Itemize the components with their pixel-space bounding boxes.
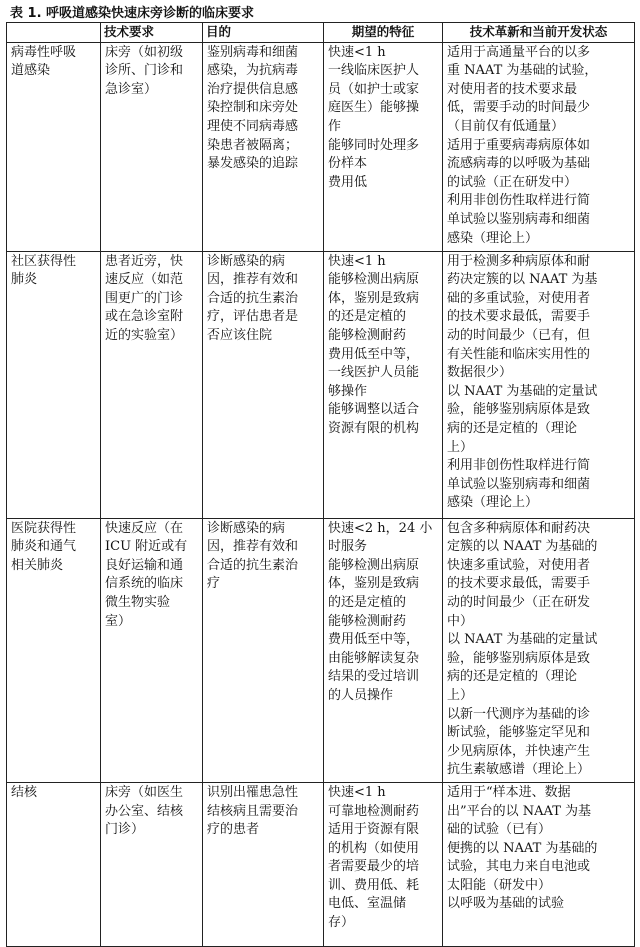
cell-text-line: 便携的以 NAAT 为基础的 xyxy=(447,840,598,856)
cell-text-line: 够操作 xyxy=(328,383,368,399)
cell-text-line: 患者近旁，快 xyxy=(105,253,184,269)
cell-text-line: 的机构（如使用 xyxy=(328,840,420,856)
features-cell xyxy=(324,782,443,946)
cell-text-line: 以 NAAT 为基础的定量试 xyxy=(447,632,598,648)
cell-text-line: 合适的抗生素治 xyxy=(207,557,299,573)
cell-text-line: 可靠地检测耐药 xyxy=(328,803,420,819)
cell-text-line: 社区获得性 xyxy=(11,253,77,269)
cell-text-line: 对使用者的技术要求最 xyxy=(447,81,578,97)
cell-text-line: 用于检测多种病原体和耐 xyxy=(447,253,591,269)
cell-text-line: 定簇的以 NAAT 为基础的 xyxy=(447,539,598,555)
cell-text-line: 以 NAAT 为基础的定量试 xyxy=(447,383,598,399)
cell-text-line: 近的实验室） xyxy=(105,327,184,343)
cell-text-line: 道感染 xyxy=(11,63,51,79)
cell-text-line: 诊断感染的病 xyxy=(207,520,286,536)
cell-text-line: 快速<1 h xyxy=(328,253,386,269)
cell-text-line: 利用非创伤性取样进行简 xyxy=(447,458,591,474)
cell-text-line: 份样本 xyxy=(328,156,368,172)
cell-text-line: 快速<2 h，24 小 xyxy=(328,520,433,536)
cell-text-line: 验，能够鉴别病原体是致 xyxy=(447,402,591,418)
cell-text-line: 室） xyxy=(105,613,132,629)
cell-text-line: 或在急诊室附 xyxy=(105,309,184,325)
cell-text-line: 快速<1 h xyxy=(328,784,386,800)
cell-text-line: 流感病毒的以呼吸为基础 xyxy=(447,156,591,172)
cell-text-line: 有关性能和临床实用性的 xyxy=(447,346,591,362)
cell-text-line: 抗生素敏感谱（理论上） xyxy=(447,762,591,778)
cell-text-line: 染患者被隔离； xyxy=(207,137,299,153)
cell-text-line: 能够调整以适合 xyxy=(328,402,420,418)
cell-text-line: 快速反应（在 xyxy=(105,520,184,536)
cell-text-line: 费用低至中等， xyxy=(328,632,420,648)
cell-text-line: 疗，评估患者是 xyxy=(207,309,299,325)
status-cell xyxy=(443,251,635,518)
cell-text-line: 肺炎和通气 xyxy=(11,539,77,555)
features-cell xyxy=(324,251,443,518)
cell-text-line: 由能够解读复杂 xyxy=(328,650,420,666)
cell-text-line: 医院获得性 xyxy=(11,520,77,536)
header-innovation-status: 技术革新和当前开发状态 xyxy=(443,23,635,43)
cell-text-line: 少见病原体，并快速产生 xyxy=(447,743,591,759)
disease-cell xyxy=(7,518,101,782)
cell-text-line: 试验，其电力来自电池或 xyxy=(447,859,591,875)
disease-cell xyxy=(7,782,101,946)
purpose-cell xyxy=(203,42,324,251)
cell-text-line: 上） xyxy=(447,687,474,703)
cell-text-line: 作 xyxy=(328,118,342,134)
table-row xyxy=(7,782,635,946)
cell-text-line: 感染（理论上） xyxy=(447,495,539,511)
cell-text-line: 存） xyxy=(328,915,355,931)
cell-text-line: 疗 xyxy=(207,576,221,592)
cell-text-line: 暴发感染的追踪 xyxy=(207,156,299,172)
cell-text-line: 速反应（如范 xyxy=(105,272,184,288)
cell-text-line: 体，鉴别是致病 xyxy=(328,290,420,306)
tech-cell xyxy=(101,251,203,518)
requirements-table-container xyxy=(6,22,634,947)
cell-text-line: 疗的患者 xyxy=(207,822,260,838)
header-tech-requirements: 技术要求 xyxy=(101,23,203,43)
cell-text-line: 适用于高通量平台的以多 xyxy=(447,44,591,60)
cell-text-line: 否应该住院 xyxy=(207,327,273,343)
cell-text-line: 资源有限的机构 xyxy=(328,420,420,436)
cell-text-line: 一线临床医护人 xyxy=(328,63,420,79)
cell-text-line: 庭医生）能够操 xyxy=(328,100,420,116)
status-cell xyxy=(443,518,635,782)
cell-text-line: 重 NAAT 为基础的试验， xyxy=(447,63,598,79)
cell-text-line: 鉴别病毒和细菌 xyxy=(207,44,299,60)
cell-text-line: 病的还是定植的（理论 xyxy=(447,669,578,685)
cell-text-line: 能够检测出病原 xyxy=(328,557,420,573)
cell-text-line: 一线医护人员能 xyxy=(328,365,420,381)
cell-text-line: 识别出罹患急性 xyxy=(207,784,299,800)
cell-text-line: 办公室、结核 xyxy=(105,803,184,819)
cell-text-line: 良好运输和通 xyxy=(105,557,184,573)
purpose-cell xyxy=(203,518,324,782)
cell-text-line: 快速<1 h xyxy=(328,44,386,60)
cell-text-line: ICU 附近或有 xyxy=(105,539,188,555)
cell-text-line: 动的时间最少（正在研发 xyxy=(447,594,591,610)
cell-text-line: 微生物实验 xyxy=(105,594,171,610)
cell-text-line: 的还是定植的 xyxy=(328,594,407,610)
cell-text-line: 以新一代测序为基础的诊 xyxy=(447,706,591,722)
cell-text-line: 信系统的临床 xyxy=(105,576,184,592)
cell-text-line: 能够检测耐药 xyxy=(328,327,407,343)
cell-text-line: 电低、室温储 xyxy=(328,896,407,912)
cell-text-line: 的技术要求最低，需要手 xyxy=(447,309,591,325)
cell-text-line: 者需要最少的培 xyxy=(328,859,420,875)
header-expected-features: 期望的特征 xyxy=(324,23,443,43)
tech-cell xyxy=(101,782,203,946)
cell-text-line: 理使不同病毒感 xyxy=(207,118,299,134)
cell-text-line: 础的多重试验，对使用者 xyxy=(447,290,591,306)
features-cell xyxy=(324,42,443,251)
cell-text-line: 单试验以鉴别病毒和细菌 xyxy=(447,211,591,227)
cell-text-line: 因，推荐有效和 xyxy=(207,539,299,555)
cell-text-line: 病的还是定植的（理论 xyxy=(447,420,578,436)
cell-text-line: 结核病且需要治 xyxy=(207,803,299,819)
cell-text-line: 快速多重试验，对使用者 xyxy=(447,557,591,573)
status-cell xyxy=(443,782,635,946)
cell-text-line: 诊断感染的病 xyxy=(207,253,286,269)
cell-text-line: 础的试验（已有） xyxy=(447,822,552,838)
table-body xyxy=(7,42,635,946)
cell-text-line: 床旁（如初级 xyxy=(105,44,184,60)
table-caption: 表 1. 呼吸道感染快速床旁诊断的临床要求 xyxy=(10,6,255,21)
header-disease xyxy=(7,23,101,43)
cell-text-line: 的人员操作 xyxy=(328,687,394,703)
table-row xyxy=(7,42,635,251)
cell-text-line: 的还是定植的 xyxy=(328,309,407,325)
cell-text-line: 利用非创伤性取样进行简 xyxy=(447,193,591,209)
cell-text-line: 感染，为抗病毒 xyxy=(207,63,299,79)
status-cell xyxy=(443,42,635,251)
cell-text-line: 动的时间最少（已有，但 xyxy=(447,327,591,343)
cell-text-line: 适用于重要病毒病原体如 xyxy=(447,137,591,153)
cell-text-line: 结果的受过培训 xyxy=(328,669,420,685)
cell-text-line: 因，推荐有效和 xyxy=(207,272,299,288)
cell-text-line: 门诊） xyxy=(105,822,145,838)
cell-text-line: 出”平台的以 NAAT 为基 xyxy=(447,803,592,819)
cell-text-line: 上） xyxy=(447,439,474,455)
cell-text-line: 结核 xyxy=(11,784,38,800)
cell-text-line: 太阳能（研发中） xyxy=(447,877,552,893)
cell-text-line: 数据很少） xyxy=(447,365,513,381)
table-row xyxy=(7,251,635,518)
cell-text-line: 断试验，能够鉴定罕见和 xyxy=(447,725,591,741)
cell-text-line: 能够同时处理多 xyxy=(328,137,420,153)
cell-text-line: 的试验（正在研发中） xyxy=(447,174,578,190)
cell-text-line: （目前仅有低通量） xyxy=(447,118,565,134)
cell-text-line: 感染（理论上） xyxy=(447,230,539,246)
cell-text-line: 围更广的门诊 xyxy=(105,290,184,306)
cell-text-line: 床旁（如医生 xyxy=(105,784,184,800)
cell-text-line: 费用低至中等， xyxy=(328,346,420,362)
requirements-table xyxy=(6,22,635,947)
cell-text-line: 训、费用低、耗 xyxy=(328,877,420,893)
cell-text-line: 适用于“样本进、数据 xyxy=(447,784,571,800)
cell-text-line: 药决定簇的以 NAAT 为基 xyxy=(447,272,598,288)
cell-text-line: 肺炎 xyxy=(11,272,38,288)
cell-text-line: 病毒性呼吸 xyxy=(11,44,77,60)
disease-cell xyxy=(7,42,101,251)
cell-text-line: 适用于资源有限 xyxy=(328,822,420,838)
header-row xyxy=(7,23,635,43)
header-purpose: 目的 xyxy=(203,23,324,43)
cell-text-line: 时服务 xyxy=(328,539,368,555)
cell-text-line: 体，鉴别是致病 xyxy=(328,576,420,592)
cell-text-line: 单试验以鉴别病毒和细菌 xyxy=(447,476,591,492)
cell-text-line: 以呼吸为基础的试验 xyxy=(447,896,565,912)
cell-text-line: 诊所、门诊和 xyxy=(105,63,184,79)
tech-cell xyxy=(101,518,203,782)
cell-text-line: 低，需要手动的时间最少 xyxy=(447,100,591,116)
cell-text-line: 能够检测出病原 xyxy=(328,272,420,288)
cell-text-line: 能够检测耐药 xyxy=(328,613,407,629)
cell-text-line: 员（如护士或家 xyxy=(328,81,420,97)
cell-text-line: 的技术要求最低，需要手 xyxy=(447,576,591,592)
table-row xyxy=(7,518,635,782)
purpose-cell xyxy=(203,782,324,946)
cell-text-line: 急诊室） xyxy=(105,81,158,97)
cell-text-line: 治疗提供信息感 xyxy=(207,81,299,97)
disease-cell xyxy=(7,251,101,518)
cell-text-line: 验，能够鉴别病原体是致 xyxy=(447,650,591,666)
cell-text-line: 相关肺炎 xyxy=(11,557,64,573)
tech-cell xyxy=(101,42,203,251)
cell-text-line: 包含多种病原体和耐药决 xyxy=(447,520,591,536)
cell-text-line: 合适的抗生素治 xyxy=(207,290,299,306)
cell-text-line: 费用低 xyxy=(328,174,368,190)
purpose-cell xyxy=(203,251,324,518)
cell-text-line: 中） xyxy=(447,613,474,629)
features-cell xyxy=(324,518,443,782)
cell-text-line: 染控制和床旁处 xyxy=(207,100,299,116)
